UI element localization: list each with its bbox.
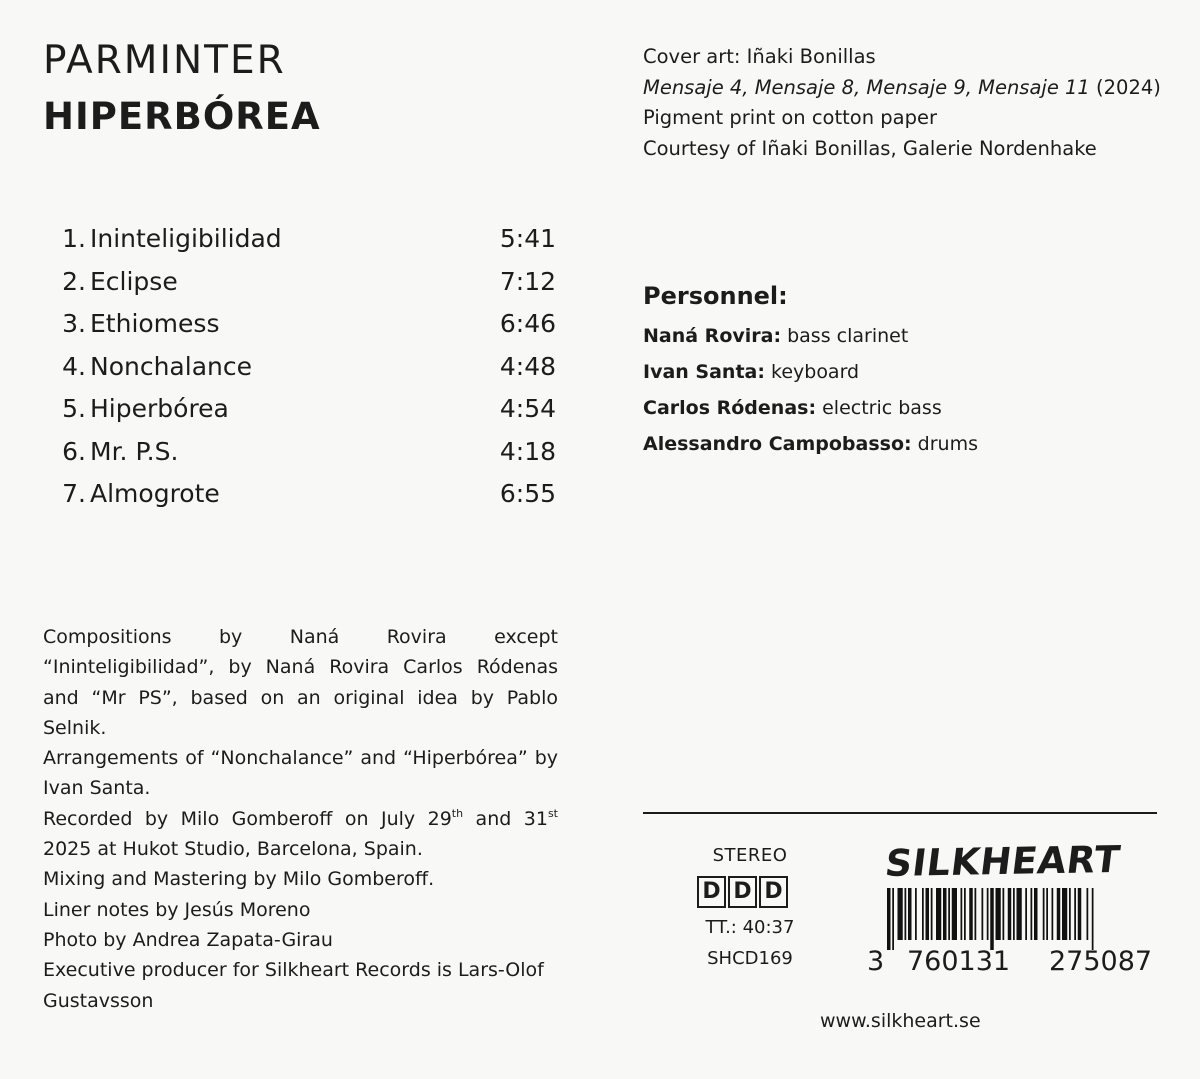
barcode-bar xyxy=(1062,888,1067,940)
barcode-bar xyxy=(948,888,950,940)
track-title: Nonchalance xyxy=(90,351,252,381)
total-time: TT.: 40:37 xyxy=(705,917,795,938)
barcode-bar xyxy=(898,888,903,940)
credit-arrangements: Arrangements of “Nonchalance” and “Hiperbórea” by Ivan Santa. xyxy=(43,747,558,800)
personnel-member xyxy=(643,318,978,354)
member-name: Ivan Santa: xyxy=(643,361,765,383)
member-instrument: keyboard xyxy=(764,361,860,383)
credit-compositions: Compositions by Naná Rovira except “Ininteligibilidad”, by Naná Rovira Carlos Ródenas and “Mr PS”, based on an original idea by Pablo Selnik. xyxy=(43,626,558,739)
barcode-bar xyxy=(969,888,973,940)
barcode-bar xyxy=(943,888,947,940)
barcode-bar xyxy=(926,888,930,940)
divider-line xyxy=(643,812,1157,814)
barcode-bar xyxy=(931,888,933,940)
barcode-bar xyxy=(1074,888,1076,940)
cover-art-works-titles: Mensaje 4, Mensaje 8, Mensaje 9, Mensaje 11 xyxy=(643,75,1090,99)
credit-liner: Liner notes by Jesús Moreno xyxy=(43,898,311,921)
member-name: Naná Rovira: xyxy=(643,325,782,347)
barcode-bar xyxy=(936,888,941,940)
personnel-section xyxy=(643,282,978,462)
barcode-bar xyxy=(996,888,1001,940)
track-duration: 6:55 xyxy=(499,479,556,508)
barcode-bar xyxy=(990,888,994,950)
track-duration: 7:12 xyxy=(499,266,556,296)
barcode-digits xyxy=(867,946,1157,986)
member-instrument: bass clarinet xyxy=(781,325,909,347)
barcode-bar xyxy=(987,888,989,940)
track-row xyxy=(56,350,556,393)
barcode-bar xyxy=(1046,888,1048,940)
personnel-member xyxy=(643,354,978,390)
recorded-sup-st: st xyxy=(547,806,558,820)
barcode-bar xyxy=(887,888,891,950)
barcode-bar xyxy=(908,888,912,940)
member-instrument: electric bass xyxy=(816,397,942,419)
barcode-digit-group2: 275087 xyxy=(1049,946,1153,977)
barcode-bar xyxy=(1087,888,1089,940)
barcode-bar xyxy=(964,888,966,940)
barcode-digit-first: 3 xyxy=(867,946,885,977)
recorded-text-b: and 31 xyxy=(463,807,548,830)
label-logo: SILKHEART xyxy=(882,837,1123,885)
track-duration: 4:54 xyxy=(499,394,556,423)
member-name: Carlos Ródenas: xyxy=(643,397,817,419)
barcode-bar xyxy=(1078,888,1082,940)
barcode-bar xyxy=(975,888,977,940)
track-title: Eclipse xyxy=(90,266,178,296)
barcode-bar xyxy=(1008,888,1012,940)
track-row xyxy=(56,435,556,478)
track-number: 2. xyxy=(62,266,86,296)
track-row xyxy=(56,392,556,435)
stereo-label: STEREO xyxy=(712,845,788,866)
barcode-bar xyxy=(1025,888,1027,940)
track-duration: 6:46 xyxy=(499,309,556,338)
credit-recorded xyxy=(43,804,558,865)
track-title: Mr. P.S. xyxy=(90,436,179,466)
barcode-bar xyxy=(1057,888,1061,940)
track-duration: 4:48 xyxy=(499,351,556,381)
recorded-text-c: 2025 at Hukot Studio, Barcelona, Spain. xyxy=(43,838,423,861)
personnel-member xyxy=(643,426,978,462)
personnel-member xyxy=(643,390,978,426)
track-number: 4. xyxy=(62,351,86,381)
barcode-bar xyxy=(892,888,894,950)
track-number: 6. xyxy=(62,436,86,466)
track-duration: 4:18 xyxy=(499,436,556,466)
credits-notes xyxy=(43,622,558,1016)
barcode-bar xyxy=(1013,888,1015,940)
barcode-bar xyxy=(1017,888,1022,940)
barcode-bar xyxy=(1034,888,1038,940)
track-title: Ethiomess xyxy=(90,309,220,338)
track-title: Almogrote xyxy=(90,479,220,508)
recorded-sup-th: th xyxy=(451,806,464,820)
track-row xyxy=(56,265,556,308)
track-number: 7. xyxy=(62,479,86,508)
barcode-bar xyxy=(1031,888,1033,940)
credit-photo: Photo by Andrea Zapata-Girau xyxy=(43,928,333,951)
barcode-bar xyxy=(922,888,924,940)
barcode-bar xyxy=(1052,888,1054,940)
credit-executive: Executive producer for Silkheart Records is Lars-Olof Gustavsson xyxy=(43,959,544,1012)
track-row xyxy=(56,477,556,520)
barcode-bar xyxy=(905,888,907,940)
ddd-letter: D xyxy=(697,876,726,908)
catalog-number: SHCD169 xyxy=(707,948,793,969)
track-row xyxy=(56,222,556,265)
cover-art-medium: Pigment print on cotton paper xyxy=(643,106,937,129)
member-instrument: drums xyxy=(911,433,978,455)
personnel-title: Personnel: xyxy=(643,282,788,310)
barcode-bar xyxy=(915,888,917,940)
barcode-bar xyxy=(1043,888,1045,940)
barcode xyxy=(887,888,1149,950)
track-number: 3. xyxy=(62,309,86,338)
barcode-bar xyxy=(961,888,963,940)
cover-art-line: Cover art: Iñaki Bonillas xyxy=(643,45,876,68)
album-title: HIPERBÓREA xyxy=(43,95,321,138)
ddd-badge xyxy=(697,876,788,908)
ddd-letter: D xyxy=(728,876,757,908)
tracklist xyxy=(56,222,556,520)
track-number: 1. xyxy=(62,224,86,253)
barcode-bar xyxy=(1069,888,1071,940)
track-title: Hiperbórea xyxy=(90,394,229,423)
barcode-bar xyxy=(1092,888,1094,950)
website-link[interactable]: www.silkheart.se xyxy=(820,1010,981,1032)
barcode-bar xyxy=(952,888,957,940)
credit-mixing: Mixing and Mastering by Milo Gomberoff. xyxy=(43,868,435,891)
cover-art-works xyxy=(643,73,1161,104)
cover-art-courtesy: Courtesy of Iñaki Bonillas, Galerie Nordenhake xyxy=(643,136,1097,160)
barcode-bar xyxy=(982,888,984,940)
cover-art-credits xyxy=(643,42,1161,164)
cover-art-year: (2024) xyxy=(1089,75,1161,99)
track-title: Ininteligibilidad xyxy=(90,224,282,253)
barcode-digit-group1: 760131 xyxy=(907,946,1011,977)
member-name: Alessandro Campobasso: xyxy=(643,433,912,455)
artist-name: PARMINTER xyxy=(43,38,286,83)
track-row xyxy=(56,307,556,350)
barcode-bar xyxy=(1003,888,1005,940)
ddd-letter: D xyxy=(759,876,788,908)
track-duration: 5:41 xyxy=(499,224,556,253)
track-number: 5. xyxy=(62,394,86,423)
recorded-text-a: Recorded by Milo Gomberoff on July 29 xyxy=(43,807,452,830)
